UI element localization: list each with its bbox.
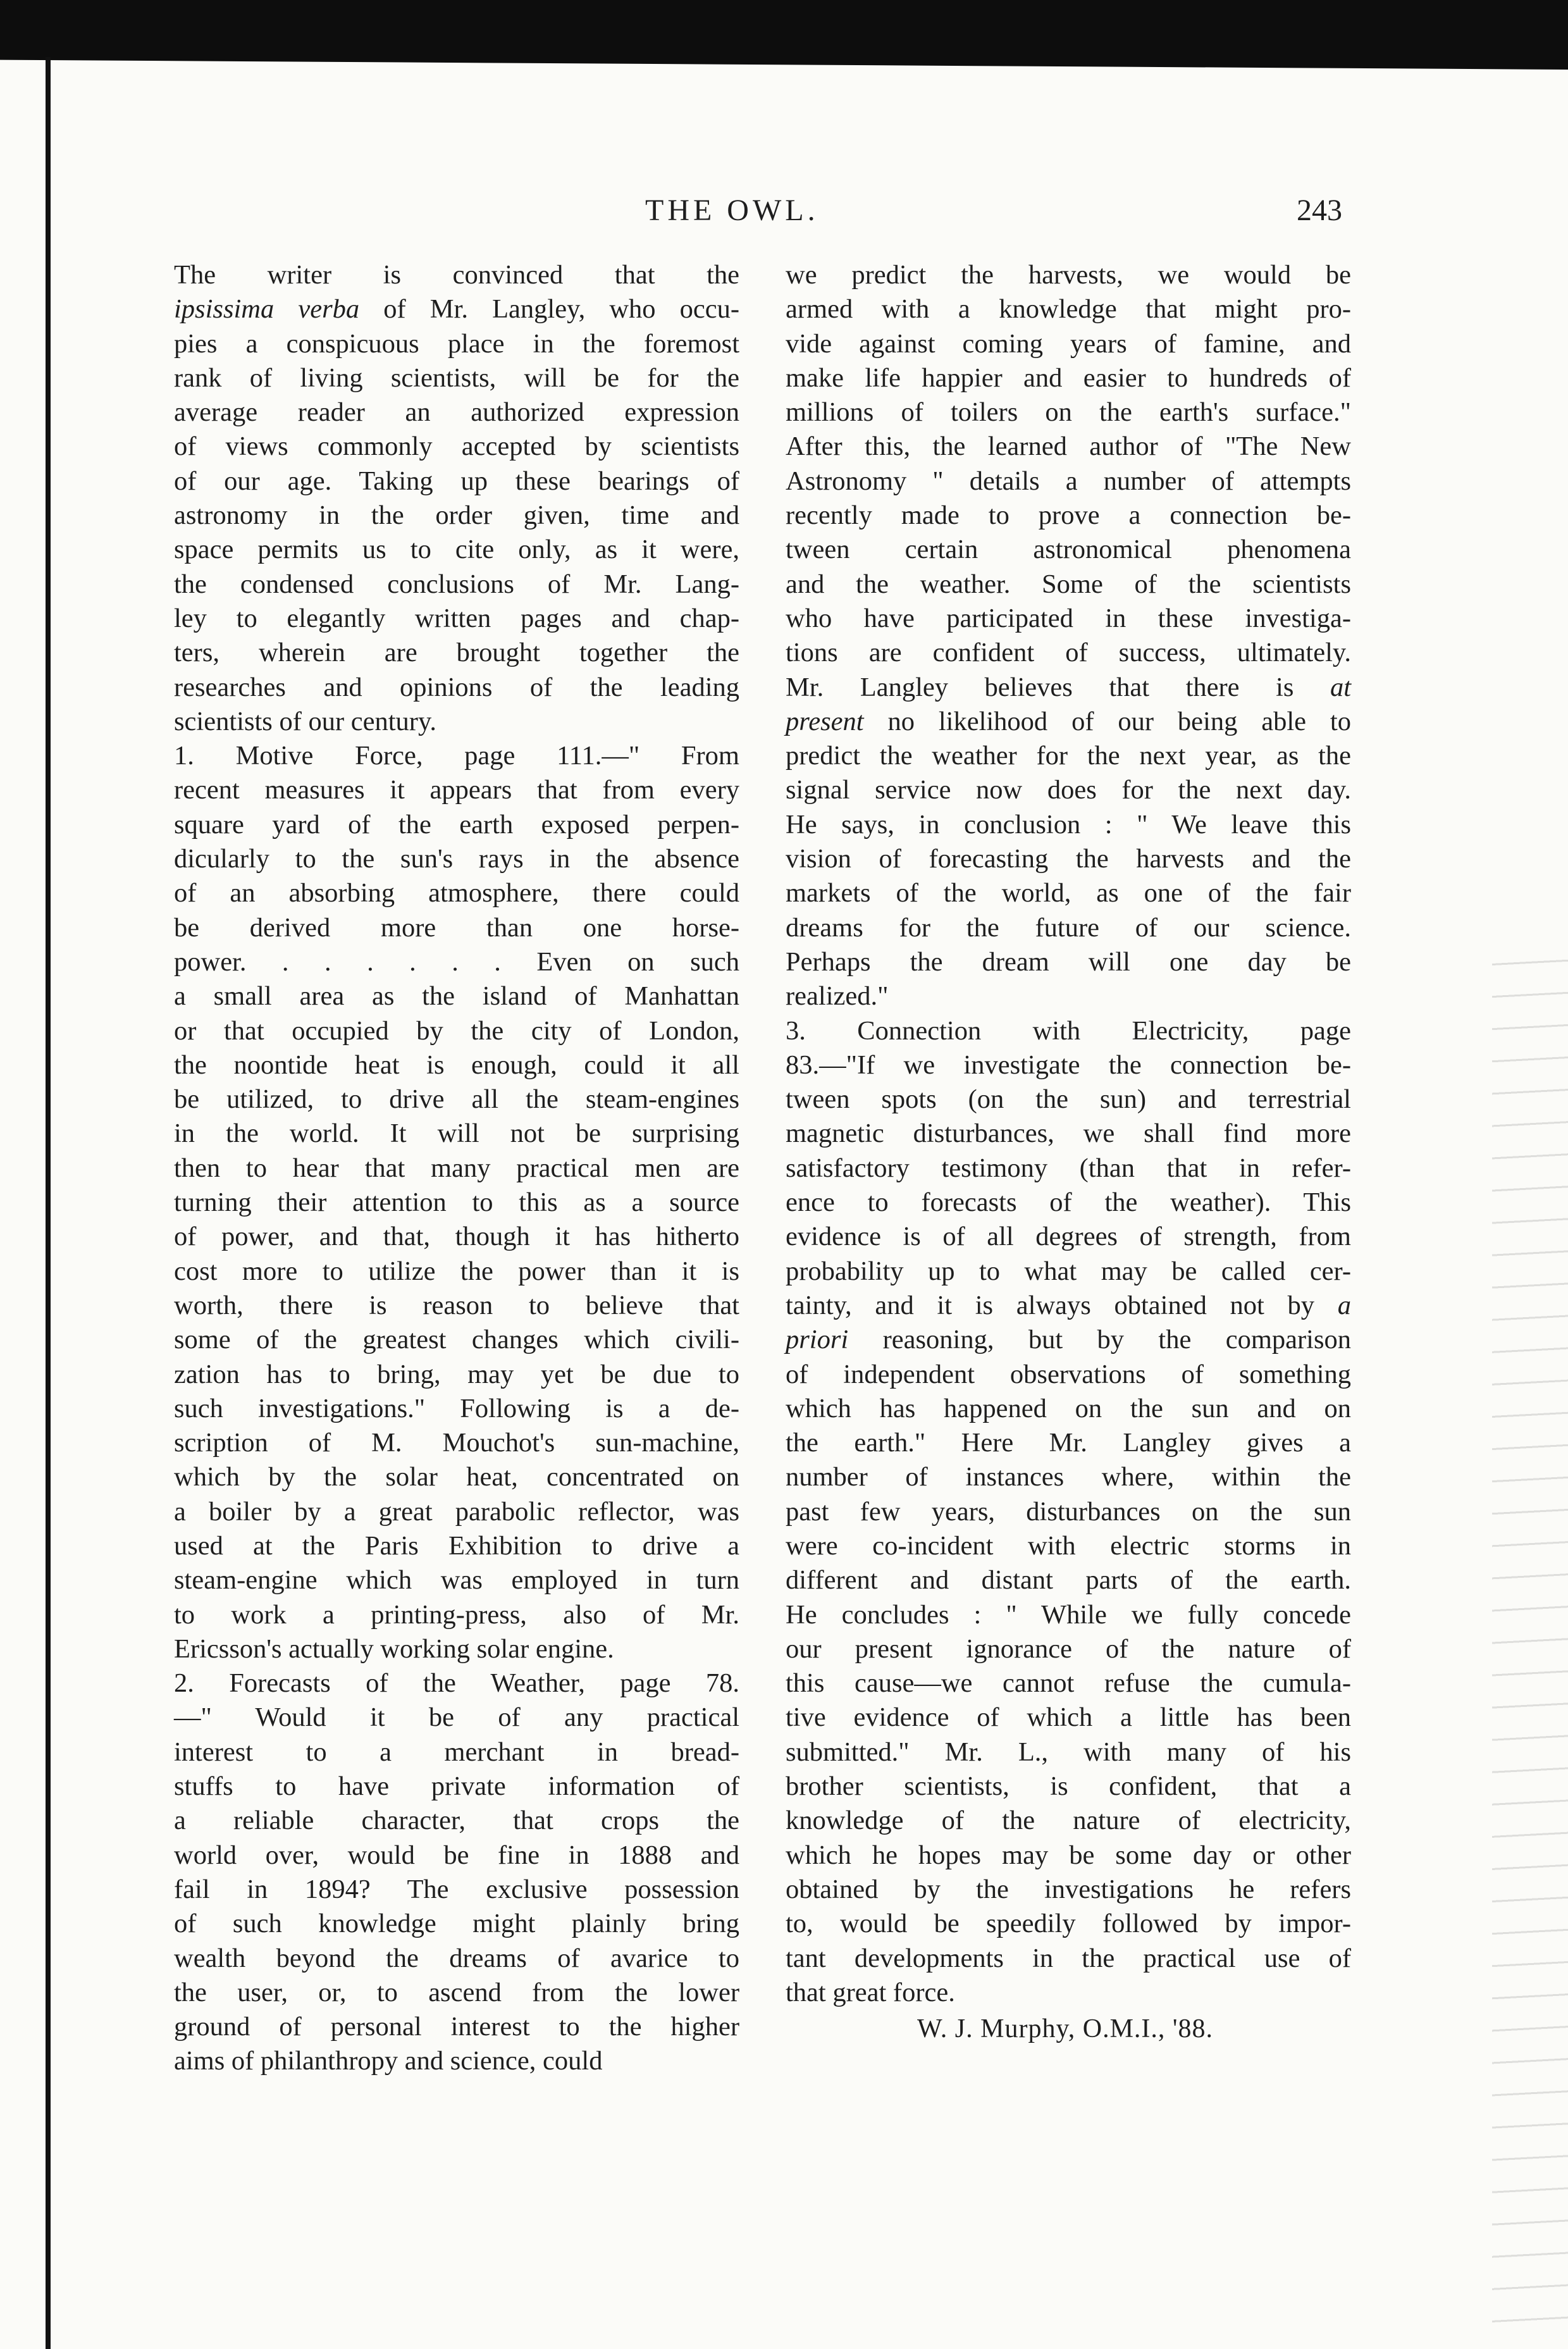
text-line: zation has to bring, may yet be due to <box>174 1359 739 1389</box>
text-line: turning their attention to this as a source <box>174 1187 739 1218</box>
text-line: Ericsson's actually working solar engine. <box>174 1633 614 1664</box>
text-line: signal service now does for the next day. <box>786 775 1351 805</box>
page-number: 243 <box>1297 194 1342 227</box>
text-line: markets of the world, as one of the fair <box>786 878 1351 908</box>
text-line: world over, would be fine in 1888 and <box>174 1840 739 1870</box>
scan-left-binding-edge <box>46 57 51 2349</box>
text-line: tween spots (on the sun) and terrestrial <box>786 1084 1351 1115</box>
text-line: such investigations." Following is a de- <box>174 1393 739 1423</box>
text-line: cost more to utilize the power than it is <box>174 1256 739 1286</box>
text-line: recently made to prove a connection be- <box>786 500 1351 531</box>
text-line: the noontide heat is enough, could it all <box>174 1050 739 1080</box>
author-signature: W. J. Murphy, O.M.I., '88. <box>917 2014 1213 2043</box>
text-line: fail in 1894? The exclusive possession <box>174 1874 739 1904</box>
text-line: be derived more than one horse- <box>174 912 739 943</box>
text-line: vide against coming years of famine, and <box>786 328 1351 359</box>
text-line: different and distant parts of the earth. <box>786 1565 1351 1596</box>
text-line: 1. Motive Force, page 111.—" From <box>174 741 739 771</box>
text-line: Astronomy " details a number of attempts <box>786 466 1351 496</box>
text-line: of an absorbing atmosphere, there could <box>174 878 739 908</box>
text-line: number of instances where, within the <box>786 1462 1351 1492</box>
text-column-left <box>174 258 739 2079</box>
text-line: armed with a knowledge that might pro- <box>786 294 1351 325</box>
text-line: a reliable character, that crops the <box>174 1806 739 1836</box>
text-line: —" Would it be of any practical <box>174 1702 739 1733</box>
text-line: who have participated in these investiga- <box>786 603 1351 633</box>
text-line: Mr. Langley believes that there is at <box>786 672 1351 702</box>
text-line: ground of personal interest to the higher <box>174 2012 739 2042</box>
text-line: of our age. Taking up these bearings of <box>174 466 739 496</box>
text-line: or that occupied by the city of London, <box>174 1015 739 1046</box>
text-line: brother scientists, is confident, that a <box>786 1771 1351 1802</box>
scan-top-border <box>0 0 1568 70</box>
text-line: 3. Connection with Electricity, page <box>786 1015 1351 1046</box>
text-line: probability up to what may be called cer- <box>786 1256 1351 1286</box>
text-line: and the weather. Some of the scientists <box>786 569 1351 599</box>
text-line: space permits us to cite only, as it were, <box>174 535 739 565</box>
text-line: then to hear that many practical men are <box>174 1153 739 1183</box>
text-line: pies a conspicuous place in the foremost <box>174 328 739 359</box>
text-line: dreams for the future of our science. <box>786 912 1351 943</box>
text-line: average reader an authorized expression <box>174 397 739 428</box>
text-line: the user, or, to ascend from the lower <box>174 1977 739 2007</box>
text-line: square yard of the earth exposed perpen- <box>174 809 739 840</box>
text-line: to, would be speedily followed by impor- <box>786 1909 1351 1939</box>
text-line: wealth beyond the dreams of avarice to <box>174 1943 739 1973</box>
text-line: we predict the harvests, we would be <box>786 260 1351 290</box>
text-line: stuffs to have private information of <box>174 1771 739 1802</box>
text-line: ipsissima verba of Mr. Langley, who occu- <box>174 294 740 325</box>
text-line: some of the greatest changes which civili- <box>174 1325 739 1355</box>
text-line: of such knowledge might plainly bring <box>174 1909 739 1939</box>
text-line: Perhaps the dream will one day be <box>786 946 1351 977</box>
text-line: tions are confident of success, ultimately. <box>786 638 1351 668</box>
text-line: magnetic disturbances, we shall find more <box>786 1119 1351 1149</box>
text-line: worth, there is reason to believe that <box>174 1290 739 1320</box>
text-line: which by the solar heat, concentrated on <box>174 1462 739 1492</box>
text-line: tant developments in the practical use of <box>786 1943 1351 1973</box>
text-line: submitted." Mr. L., with many of his <box>786 1737 1351 1767</box>
text-line: 83.—"If we investigate the connection be- <box>786 1050 1351 1080</box>
text-line: knowledge of the nature of electricity, <box>786 1806 1351 1836</box>
text-line: He says, in conclusion : " We leave this <box>786 809 1351 840</box>
text-line: millions of toilers on the earth's surface." <box>786 397 1351 428</box>
text-line: present no likelihood of our being able to <box>786 706 1351 736</box>
text-line: tive evidence of which a little has been <box>786 1702 1351 1733</box>
text-line: aims of philanthropy and science, could <box>174 2046 603 2076</box>
text-line: 2. Forecasts of the Weather, page 78. <box>174 1668 739 1699</box>
text-line: predict the weather for the next year, as the <box>786 741 1351 771</box>
text-line: scription of M. Mouchot's sun-machine, <box>174 1428 739 1458</box>
text-line: ence to forecasts of the weather). This <box>786 1187 1351 1218</box>
text-line: this cause—we cannot refuse the cumula- <box>786 1668 1351 1699</box>
text-line: of power, and that, though it has hitherto <box>174 1222 739 1252</box>
text-line: priori reasoning, but by the comparison <box>786 1325 1351 1355</box>
text-line: researches and opinions of the leading <box>174 672 739 702</box>
text-line: vision of forecasting the harvests and the <box>786 844 1351 874</box>
text-line: which has happened on the sun and on <box>786 1393 1351 1423</box>
text-line: recent measures it appears that from every <box>174 775 739 805</box>
scan-edge-noise <box>1492 949 1568 2349</box>
text-line: were co-incident with electric storms in <box>786 1530 1351 1561</box>
text-line: past few years, disturbances on the sun <box>786 1496 1351 1527</box>
text-line: of views commonly accepted by scientists <box>174 431 739 462</box>
text-line: ley to elegantly written pages and chap- <box>174 603 739 633</box>
text-line: After this, the learned author of "The New <box>786 431 1351 462</box>
running-header-title: THE OWL. <box>645 194 819 227</box>
text-line: ters, wherein are brought together the <box>174 638 739 668</box>
text-line: be utilized, to drive all the steam-engines <box>174 1084 739 1115</box>
text-line: He concludes : " While we fully concede <box>786 1599 1351 1630</box>
text-line: power. . . . . . . Even on such <box>174 946 739 977</box>
text-column-right <box>786 258 1351 2010</box>
text-line: the condensed conclusions of Mr. Lang- <box>174 569 739 599</box>
text-line: a small area as the island of Manhattan <box>174 981 739 1012</box>
text-line: make life happier and easier to hundreds of <box>786 363 1351 393</box>
text-line: evidence is of all degrees of strength, from <box>786 1222 1351 1252</box>
text-line: of independent observations of something <box>786 1359 1351 1389</box>
text-line: satisfactory testimony (than that in refer- <box>786 1153 1351 1183</box>
text-line: realized." <box>786 981 889 1012</box>
text-line: scientists of our century. <box>174 706 437 736</box>
text-line: our present ignorance of the nature of <box>786 1633 1351 1664</box>
text-line: that great force. <box>786 1977 955 2007</box>
text-line: astronomy in the order given, time and <box>174 500 739 531</box>
text-line: tainty, and it is always obtained not by a <box>786 1290 1351 1320</box>
text-line: a boiler by a great parabolic reflector, was <box>174 1496 739 1527</box>
text-line: obtained by the investigations he refers <box>786 1874 1351 1904</box>
text-line: which he hopes may be some day or other <box>786 1840 1351 1870</box>
text-line: dicularly to the sun's rays in the absence <box>174 844 739 874</box>
text-line: interest to a merchant in bread- <box>174 1737 739 1767</box>
text-line: rank of living scientists, will be for the <box>174 363 739 393</box>
text-line: used at the Paris Exhibition to drive a <box>174 1530 739 1561</box>
text-line: to work a printing-press, also of Mr. <box>174 1599 739 1630</box>
text-line: the earth." Here Mr. Langley gives a <box>786 1428 1351 1458</box>
text-line: steam-engine which was employed in turn <box>174 1565 739 1596</box>
text-line: The writer is convinced that the <box>174 260 739 290</box>
text-line: in the world. It will not be surprising <box>174 1119 739 1149</box>
text-line: tween certain astronomical phenomena <box>786 535 1351 565</box>
